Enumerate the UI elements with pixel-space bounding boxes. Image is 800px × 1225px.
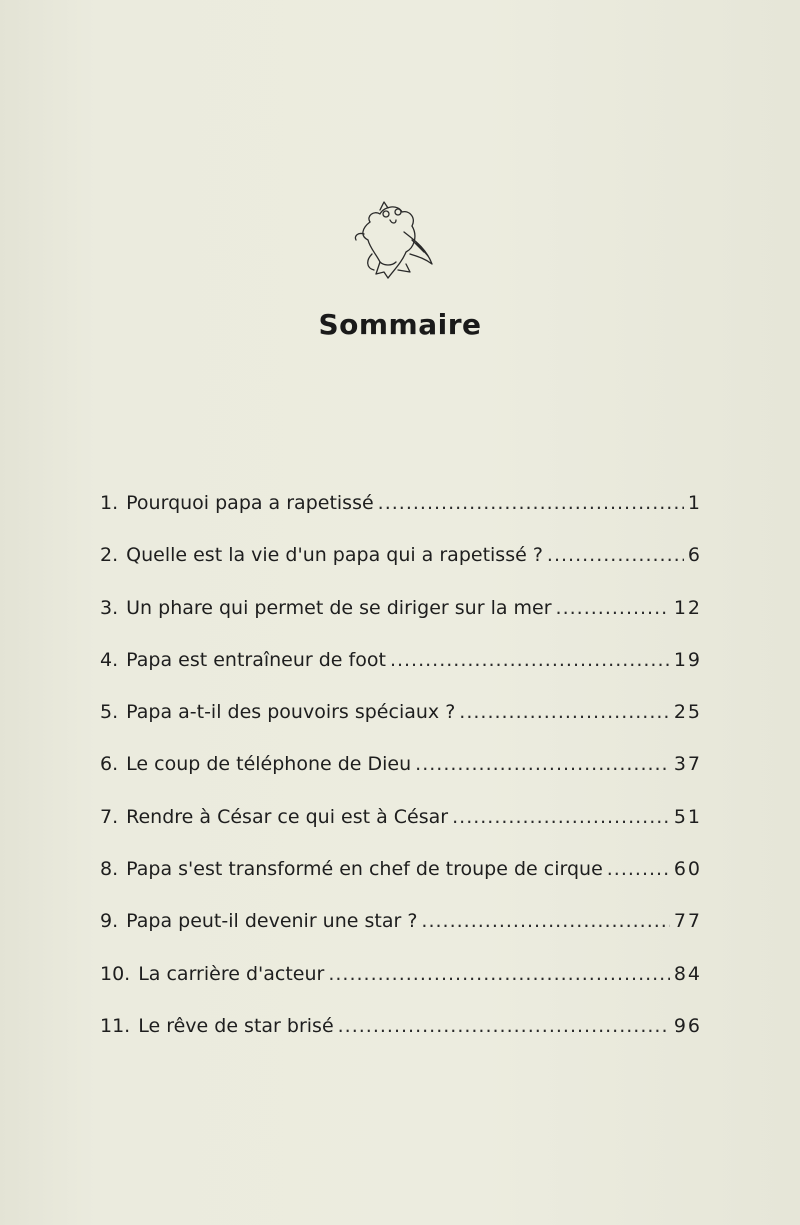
- toc-entry-number: 4.: [100, 648, 119, 671]
- toc-entry: [100, 492, 702, 544]
- toc-leader-dots: [556, 597, 670, 619]
- toc-leader-dots: [452, 806, 670, 828]
- toc-entry: [100, 701, 702, 753]
- toc-leader-dots: [415, 753, 670, 775]
- toc-leader-dots: [421, 910, 669, 932]
- toc-entry-title: La carrière d'acteur: [138, 962, 325, 985]
- toc-entry-title: Un phare qui permet de se diriger sur la mer: [126, 596, 552, 619]
- toc-leader-dots: [378, 492, 684, 514]
- toc-entry-title: Papa est entraîneur de foot: [126, 648, 386, 671]
- toc-entry-page: 25: [673, 701, 702, 724]
- toc-leader-dots: [338, 1015, 670, 1037]
- toc-entry-page: 96: [673, 1014, 702, 1037]
- toc-entry-title: Papa s'est transformé en chef de troupe de cirque: [126, 858, 603, 881]
- toc-entry-number: 3.: [100, 596, 119, 619]
- toc-entry: [100, 753, 702, 805]
- toc-entry-number: 8.: [100, 858, 119, 881]
- toc-entry-number: 7.: [100, 805, 119, 828]
- toc-entry-number: 10.: [100, 962, 131, 985]
- toc-entry-title: Papa a-t-il des pouvoirs spéciaux ?: [126, 701, 456, 724]
- toc-leader-dots: [390, 649, 670, 671]
- toc-entry-page: 37: [673, 753, 702, 776]
- toc-entry: [100, 1015, 702, 1067]
- toc-leader-dots: [547, 544, 684, 566]
- toc-entry-page: 12: [673, 596, 702, 619]
- toc-entry-page: 51: [673, 805, 702, 828]
- toc-entry-title: Le rêve de star brisé: [138, 1014, 334, 1037]
- parrot-sketch-icon: [340, 192, 440, 292]
- toc-entry-title: Quelle est la vie d'un papa qui a rapetissé ?: [126, 544, 543, 567]
- toc-entry-number: 1.: [100, 492, 119, 514]
- toc-leader-dots: [607, 858, 670, 880]
- toc-entry: [100, 597, 702, 649]
- toc-entry-page: 19: [673, 648, 702, 671]
- toc-entry: [100, 544, 702, 596]
- toc-entry: [100, 649, 702, 701]
- toc-entry: [100, 858, 702, 910]
- toc-entry-page: 1: [687, 492, 702, 514]
- table-of-contents: [100, 492, 702, 1067]
- toc-entry-title: Le coup de téléphone de Dieu: [126, 753, 412, 776]
- toc-entry: [100, 910, 702, 962]
- toc-entry-title: Papa peut-il devenir une star ?: [126, 910, 418, 933]
- toc-entry-number: 9.: [100, 910, 119, 933]
- toc-entry-page: 60: [673, 858, 702, 881]
- toc-entry-number: 6.: [100, 753, 119, 776]
- toc-entry-title: Pourquoi papa a rapetissé: [126, 492, 374, 514]
- toc-entry: [100, 963, 702, 1015]
- toc-entry-page: 77: [673, 910, 702, 933]
- toc-leader-dots: [459, 701, 670, 723]
- toc-entry-page: 6: [687, 544, 702, 567]
- toc-entry-number: 2.: [100, 544, 119, 567]
- toc-entry-number: 11.: [100, 1014, 131, 1037]
- toc-leader-dots: [328, 963, 669, 985]
- toc-entry: [100, 806, 702, 858]
- toc-entry-page: 84: [673, 962, 702, 985]
- toc-entry-number: 5.: [100, 701, 119, 724]
- toc-entry-title: Rendre à César ce qui est à César: [126, 805, 449, 828]
- page-title: Sommaire: [318, 308, 482, 341]
